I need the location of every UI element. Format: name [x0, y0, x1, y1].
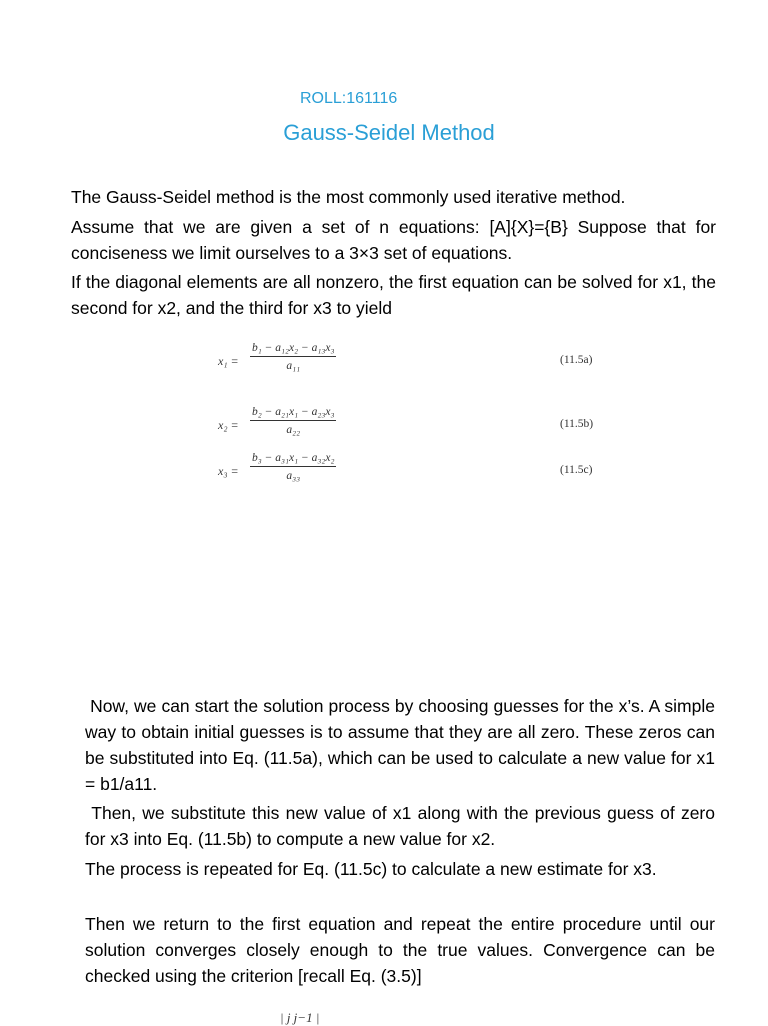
intro-paragraph-2: Assume that we are given a set of n equations: [A]{X}={B} Suppose that for conciseness we limit ourselves to a 3×3 set of equations.	[71, 217, 716, 263]
equation-lhs: x₃ =	[218, 464, 239, 478]
roll-number: ROLL:161116	[300, 90, 398, 107]
equation-11-5b	[218, 406, 618, 450]
equation-numerator: b₃ − a₃₁x₁ − a₃₂x₂	[250, 452, 336, 467]
equation-fraction	[250, 406, 336, 436]
equation-number: (11.5c)	[560, 464, 593, 476]
body-paragraph-2: Then, we substitute this new value of x1 along with the previous guess of zero for x3 into Eq. (11.5b) to compute a new value for x2.	[85, 803, 720, 849]
page-title: Gauss-Seidel Method	[283, 120, 495, 145]
equation-fraction	[250, 342, 336, 372]
body-paragraph-1: Now, we can start the solution process by choosing guesses for the x’s. A simple way to obtain initial guesses is to assume that they are all zero. These zeros can be substituted into Eq. (11.5a), which can be used to calculate a new value for x1 = b1/a11.	[85, 696, 720, 794]
equation-fraction	[250, 452, 336, 482]
equation-number: (11.5a)	[560, 354, 593, 366]
equation-denominator: a₁₁	[286, 360, 301, 372]
equation-numerator: b₂ − a₂₁x₁ − a₂₃x₃	[250, 406, 336, 421]
body-paragraph-3: The process is repeated for Eq. (11.5c) to calculate a new estimate for x3.	[85, 859, 657, 879]
equation-lhs: x₁ =	[218, 354, 239, 368]
intro-paragraph-3: If the diagonal elements are all nonzero, the first equation can be solved for x1, the second for x2, and the third for x3 to yield	[71, 272, 716, 318]
equation-11-5a	[218, 342, 618, 386]
body-paragraph-4: Then we return to the first equation and repeat the entire procedure until our solution converges closely enough to the true values. Convergence can be checked using the criterion [recall Eq. (3.5)]	[85, 914, 715, 986]
equation-11-5c	[218, 452, 618, 496]
equation-number: (11.5b)	[560, 418, 594, 430]
partial-equation: | j j−1 |	[280, 1010, 320, 1025]
equation-denominator: a₂₂	[286, 424, 301, 436]
intro-paragraph-1: The Gauss-Seidel method is the most commonly used iterative method.	[71, 187, 626, 207]
equation-denominator: a₃₃	[286, 470, 301, 482]
equation-numerator: b₁ − a₁₂x₂ − a₁₃x₃	[250, 342, 336, 357]
equation-lhs: x₂ =	[218, 418, 239, 432]
